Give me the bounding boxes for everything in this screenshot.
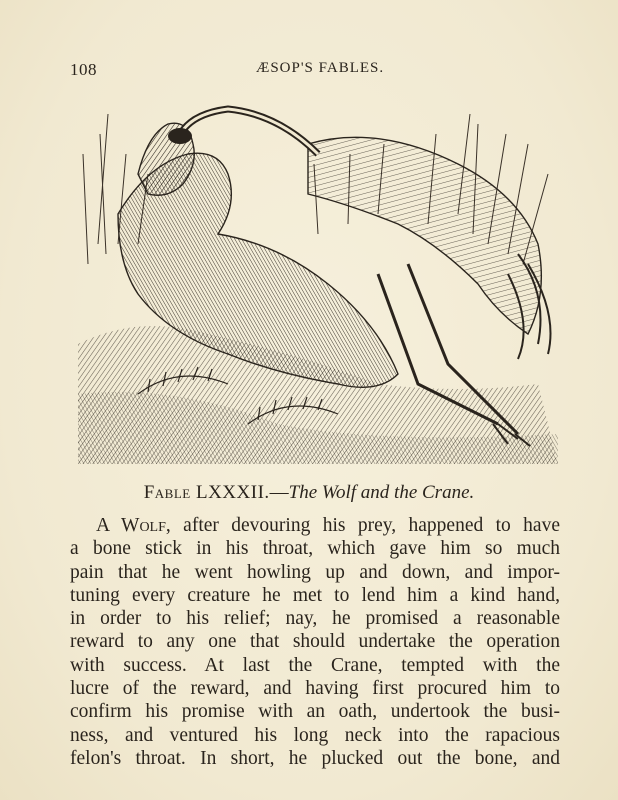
wolf-and-crane-illustration — [78, 94, 558, 464]
text-line-7: with success. At last the Crane, tempted with the — [70, 654, 560, 676]
fable-title: The Wolf and the Crane. — [288, 482, 475, 503]
caption-dash: — — [269, 482, 289, 503]
page-header — [70, 60, 550, 82]
fable-label: Fable LXXXII. — [143, 482, 270, 503]
text-line-9: confirm his promise with an oath, undertook the busi- — [70, 701, 560, 723]
text-line-11: felon's throat. In short, he plucked out the bone, and — [70, 747, 560, 769]
text-line-3: pain that he went howling up and down, and impor- — [70, 561, 560, 583]
fable-text — [70, 514, 560, 770]
opening-word: A Wolf, — [96, 515, 171, 536]
page-number: 108 — [70, 60, 97, 79]
text-line-1 — [70, 514, 560, 537]
running-head: ÆSOP'S FABLES. — [256, 60, 385, 76]
text-line-8: lucre of the reward, and having first procured him to — [70, 678, 560, 700]
text-line-1-rest: after devouring his prey, happened to have — [170, 515, 560, 536]
text-line-4: tuning every creature he met to lend him a kind hand, — [70, 584, 560, 606]
text-line-2: a bone stick in his throat, which gave him so much — [70, 538, 560, 560]
text-line-6: reward to any one that should undertake the operation — [70, 631, 560, 653]
fable-caption — [0, 482, 618, 504]
text-line-5: in order to his relief; nay, he promised a reasonable — [70, 608, 560, 630]
text-line-10: ness, and ventured his long neck into the rapacious — [70, 724, 560, 746]
